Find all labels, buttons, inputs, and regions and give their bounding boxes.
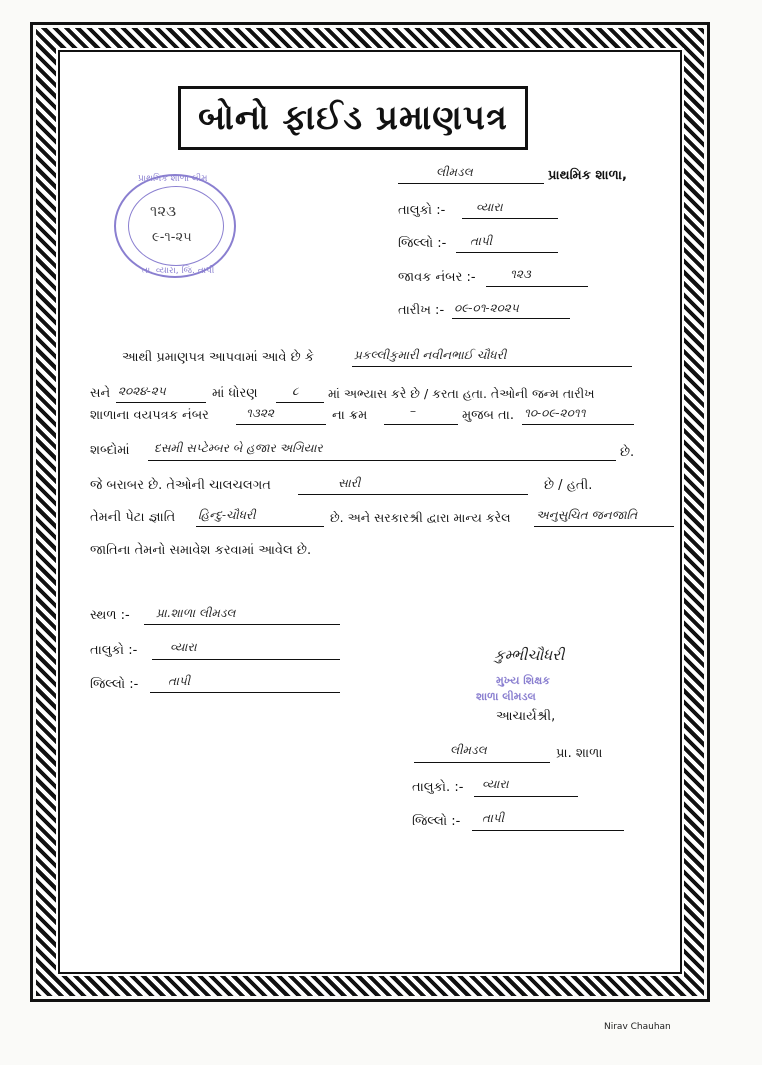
sig-school-line [414,762,550,763]
date-value: ૦૯-૦૧-૨૦૨૫ [454,301,519,315]
student-name: પ્રકલ્લીકુમારી નવીનભાઈ ચૌધરી [354,348,507,362]
standard-value: ૮ [292,384,299,398]
district-label: જિલ્લો :- [398,236,447,251]
body-line3-prefix: શાળાના વયપત્રક નંબર [90,408,209,423]
year-line [116,402,206,403]
body-line2-suffix: માં અભ્યાસ કરે છે / કરતા હતા. તેઓની જન્મ તારીખ [328,386,595,401]
body-line5-prefix: જે બરાબર છે. તેઓની ચાલચલગત [90,478,271,493]
category-line [534,526,674,527]
academic-year: ૨૦૨૪-૨૫ [118,384,166,398]
sign-stamp-line1: મુખ્ય શિક્ષક [496,674,551,687]
birth-date: ૧૦-૦૯-૨૦૧૧ [524,406,586,420]
body-line4-prefix: શબ્દોમાં [90,443,130,458]
place-district-value: તાપી [168,674,191,688]
name-line [352,366,632,367]
district-value: તાપી [470,234,493,248]
body-line4-suffix: છે. [620,445,635,460]
outward-value: ૧૨૩ [510,267,531,281]
serial-line [384,424,458,425]
conduct-line [298,494,528,495]
stamp-ring-top: પ્રાથમિક શાળા લીમ [138,174,208,184]
sig-school-value: લીમડલ [450,743,487,757]
sig-district-line [472,830,624,831]
date-label: તારીખ :- [398,303,445,318]
sig-taluka-value: વ્યારા [482,777,509,791]
body-line7: જાતિના તેમનો સમાવેશ કરવામાં આવેલ છે. [90,543,312,558]
serial-value: – [410,404,416,418]
body-line6-prefix: તેમની પેટા જ્ઞાતિ [90,510,176,525]
sig-district-label: જિલ્લો :- [412,814,461,829]
sig-school-suffix: પ્રા. શાળા [556,746,603,761]
sign-stamp-line2: શાળા લીમડલ [476,690,536,703]
stamp-number: ૧૨૩ [150,202,177,220]
birth-words-line [148,460,616,461]
standard-line [276,402,324,403]
subcaste-line [196,526,324,527]
body-line3-mid2: મુજબ તા. [462,408,514,423]
footer-name: Nirav Chauhan [604,1022,671,1032]
conduct-value: સારી [338,476,361,490]
district-line [456,252,558,253]
register-number: ૧૩૨૨ [246,406,274,420]
school-stamp-icon [114,174,236,278]
place-district-line [150,692,340,693]
sig-taluka-line [474,796,578,797]
body-line5-suffix: છે / હતી. [544,478,593,493]
body-line1-prefix: આથી પ્રમાણપત્ર આપવામાં આવે છે કે [122,350,314,365]
place-label: સ્થળ :- [90,608,130,623]
taluka-line [462,218,558,219]
date-line [452,318,570,319]
subcaste-value: હિન્દુ-ચૌધરી [198,508,256,522]
body-line3-mid: ના ક્રમ [332,408,368,423]
place-taluka-value: વ્યારા [170,640,197,654]
birth-date-words: દસમી સપ્ટેમ્બર બે હજાર અગિયાર [154,441,323,455]
stamp-date: ૯-૧-૨૫ [152,230,192,245]
school-line [398,183,544,184]
stamp-inner-ring [128,186,224,266]
body-line2-prefix: સને [90,386,111,401]
register-line [236,424,326,425]
certificate-title: બોનો ફાઈડ પ્રમાણપત્ર [198,98,508,138]
principal-signature: કુમ્ભીચૌધરી [494,646,565,664]
sig-district-value: તાપી [482,811,505,825]
birthdate-line [522,424,634,425]
stamp-ring-bottom: તા. વ્યારા, જિ. તાપી [142,266,215,276]
taluka-label: તાલુકો :- [398,203,446,218]
place-taluka-line [152,659,340,660]
school-value: લીમડલ [436,165,473,179]
category-value: અનુસુચિત જનજાતિ [536,508,638,522]
place-district-label: જિલ્લો :- [90,677,139,692]
outward-label: જાવક નંબર :- [398,270,476,285]
place-taluka-label: તાલુકો :- [90,643,138,658]
title-box [178,86,528,150]
place-value: પ્રા.શાળા લીમડલ [156,606,236,620]
school-suffix: પ્રાથમિક શાળા, [548,168,627,183]
body-line6-mid: છે. અને સરકારશ્રી દ્વારા માન્ય કરેલ [330,510,511,525]
place-line [144,624,340,625]
taluka-value: વ્યારા [476,200,503,214]
sig-taluka-label: તાલુકો. :- [412,780,464,795]
principal-title: આચાર્યશ્રી, [496,709,556,724]
outward-line [486,286,588,287]
body-line2-mid: માં ધોરણ [212,386,258,401]
